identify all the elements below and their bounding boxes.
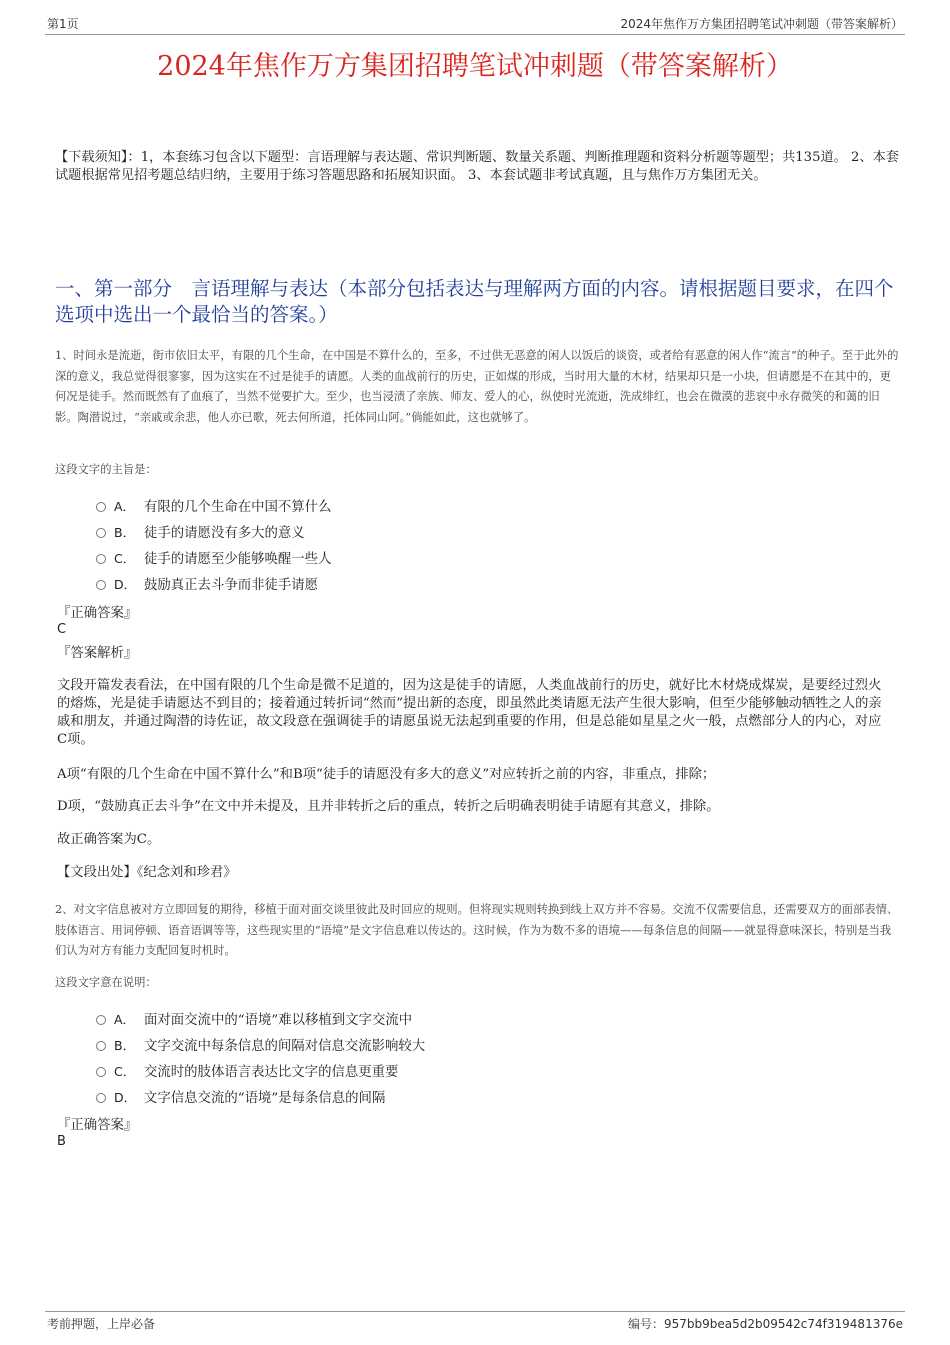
question-2-option-d[interactable] xyxy=(96,1086,596,1112)
option-text: 面对面交流中的“语境”难以移植到文字交流中 xyxy=(144,1013,413,1028)
page-footer xyxy=(45,1311,905,1334)
page-header xyxy=(45,14,905,35)
question-1-analysis-option-ab: A项“有限的几个生命在中国不算什么”和B项“徒手的请愿没有多大的意义”对应转折之前的内容，非重点，排除； xyxy=(57,767,716,782)
option-letter: A． xyxy=(114,1012,136,1027)
radio-icon[interactable] xyxy=(96,1093,106,1103)
option-letter: B． xyxy=(114,525,136,540)
option-letter: D． xyxy=(114,577,137,592)
option-text: 鼓励真正去斗争而非徒手请愿 xyxy=(144,578,319,593)
header-doc-title: 2024年焦作万方集团招聘笔试冲刺题（带答案解析） xyxy=(620,17,903,31)
radio-icon[interactable] xyxy=(96,1067,106,1077)
footer-slogan: 考前押题，上岸必备 xyxy=(47,1317,156,1331)
radio-icon[interactable] xyxy=(96,1041,106,1051)
question-2-option-c[interactable] xyxy=(96,1060,596,1086)
option-letter: B． xyxy=(114,1038,136,1053)
option-text: 徒手的请愿没有多大的意义 xyxy=(144,526,305,541)
question-2-options xyxy=(96,1008,596,1112)
question-1-option-d[interactable] xyxy=(96,573,596,599)
question-1-analysis: 文段开篇发表看法，在中国有限的几个生命是微不足道的，因为这是徒手的请愿，人类血战前行的历史，就好比木材烧成煤炭，是要经过烈火的熔炼，光是徒手请愿达不到目的；接着通过转折词“然而”提出新的态度，即虽然此类请愿无法产生很大影响，但至少能够触动牺牲之人的亲戚和朋友，并通过陶潜的诗佐证，故文段意在强调徒手的请愿虽说无法起到重要的作用，但是总能如星星之火一般，点燃部分人的内心，对应C项。 xyxy=(57,678,882,747)
option-text: 徒手的请愿至少能够唤醒一些人 xyxy=(144,552,332,567)
question-1-option-a[interactable] xyxy=(96,495,596,521)
footer-serial-number: 编号：957bb9bea5d2b09542c74f319481376e xyxy=(628,1317,903,1331)
download-notice: 【下载须知】：1，本套练习包含以下题型：言语理解与表达题、常识判断题、数量关系题、判断推理题和资料分析题等题型；共135道。 2、本套试题根据常见招考题总结归纳，主要用于练习答题思路和拓展知识面。 3、本套试题非考试真题，且与焦作万方集团无关。 xyxy=(55,150,899,183)
question-2-answer-label: 『正确答案』 xyxy=(57,1118,138,1133)
question-1-answer: C xyxy=(57,622,67,637)
question-2-answer: B xyxy=(57,1134,66,1149)
option-letter: C． xyxy=(114,1064,136,1079)
option-text: 交流时的肢体语言表达比文字的信息更重要 xyxy=(144,1065,399,1080)
question-2-option-b[interactable] xyxy=(96,1034,596,1060)
option-letter: D． xyxy=(114,1090,137,1105)
question-1-analysis-option-d: D项，“鼓励真正去斗争”在文中并未提及，且并非转折之后的重点，转折之后明确表明徒手请愿有其意义，排除。 xyxy=(57,799,720,814)
radio-icon[interactable] xyxy=(96,580,106,590)
question-1-option-c[interactable] xyxy=(96,547,596,573)
question-1-analysis-label: 『答案解析』 xyxy=(57,646,138,661)
question-1-source: 【文段出处】《纪念刘和珍君》 xyxy=(57,865,237,880)
question-2-text: 2、对文字信息被对方立即回复的期待，移植于面对面交谈里彼此及时回应的规则。但将现实规则转换到线上双方并不容易。交流不仅需要信息，还需要双方的面部表情、肢体语言、用词停顿、语音语调等等，这些现实里的“语境”是文字信息难以传达的。这时候，作为为数不多的语境——每条信息的间隔——就显得意味深长，特别是当我们认为对方有能力支配回复时机时。 xyxy=(55,903,899,957)
option-text: 有限的几个生命在中国不算什么 xyxy=(144,500,332,515)
question-1-conclusion: 故正确答案为C。 xyxy=(57,832,161,847)
radio-icon[interactable] xyxy=(96,502,106,512)
section-heading: 一、第一部分 言语理解与表达（本部分包括表达与理解两方面的内容。请根据题目要求，在四个选项中选出一个最恰当的答案。） xyxy=(55,277,894,326)
question-1-text: 1、时间永是流逝，街市依旧太平，有限的几个生命，在中国是不算什么的，至多，不过供无恶意的闲人以饭后的谈资，或者给有恶意的闲人作“流言”的种子。至于此外的深的意义，我总觉得很寥寥，因为这实在不过是徒手的请愿。人类的血战前行的历史，正如煤的形成，当时用大量的木材，结果却只是一小块，但请愿是不在其中的，更何况是徒手。然而既然有了血痕了，当然不觉要扩大。至少，也当浸渍了亲族、师友、爱人的心，纵使时光流逝，洗成绯红，也会在微漠的悲哀中永存微笑的和蔼的旧影。陶潜说过，“亲戚或余悲，他人亦已歌，死去何所道，托体同山阿。”倘能如此，这也就够了。 xyxy=(55,349,899,424)
question-1-prompt: 这段文字的主旨是： xyxy=(55,463,157,476)
option-text: 文字信息交流的“语境”是每条信息的间隔 xyxy=(144,1091,386,1106)
question-2-prompt: 这段文字意在说明： xyxy=(55,976,157,989)
option-letter: A． xyxy=(114,499,136,514)
question-1-answer-label: 『正确答案』 xyxy=(57,606,138,621)
radio-icon[interactable] xyxy=(96,528,106,538)
page-number: 第1页 xyxy=(47,17,79,31)
question-1-options xyxy=(96,495,596,599)
radio-icon[interactable] xyxy=(96,554,106,564)
question-2-option-a[interactable] xyxy=(96,1008,596,1034)
radio-icon[interactable] xyxy=(96,1015,106,1025)
option-letter: C． xyxy=(114,551,136,566)
option-text: 文字交流中每条信息的间隔对信息交流影响较大 xyxy=(144,1039,426,1054)
document-title: 2024年焦作万方集团招聘笔试冲刺题（带答案解析） xyxy=(157,51,793,82)
question-1-option-b[interactable] xyxy=(96,521,596,547)
